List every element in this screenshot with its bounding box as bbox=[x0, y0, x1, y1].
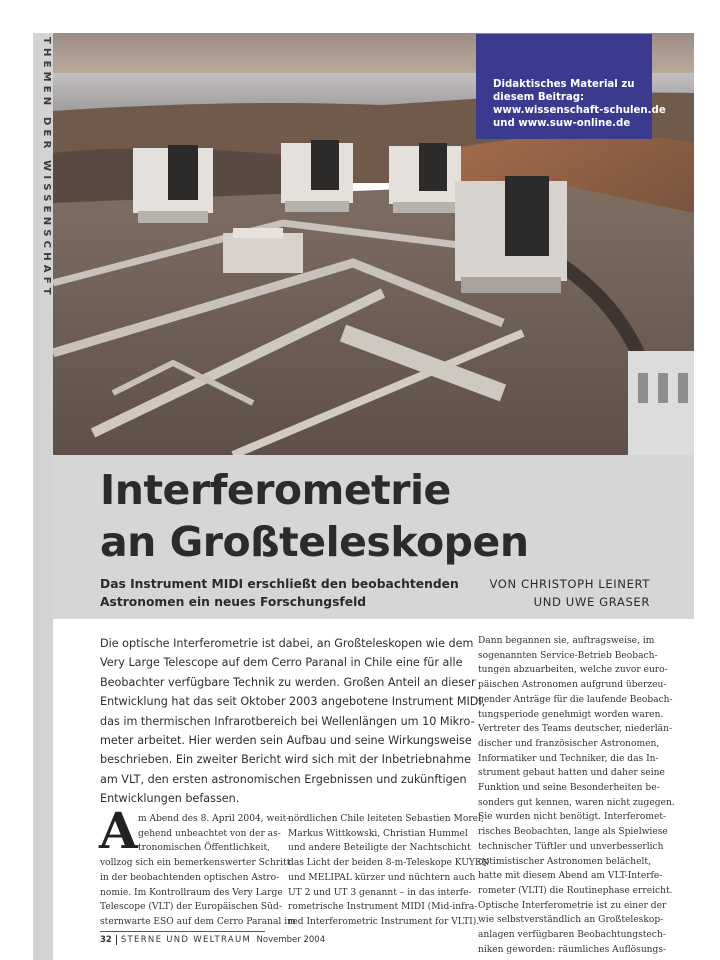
body-line: Informatiker und Techniker, die das In- bbox=[478, 753, 659, 764]
body-line: m Abend des 8. April 2004, weit- bbox=[138, 814, 290, 824]
body-line: das Licht der beiden 8-m-Teleskope KUYEN bbox=[288, 858, 490, 869]
article-subtitle bbox=[100, 575, 459, 611]
body-line: und MELIPAL kürzer und nüchtern auch bbox=[288, 872, 476, 883]
article-title bbox=[100, 464, 529, 568]
info-line-2: diesem Beitrag: bbox=[493, 92, 585, 103]
body-line: rometer (VLTI) die Routinephase erreicht. bbox=[478, 885, 673, 896]
body-line: Dann begannen sie, auftragsweise, im bbox=[478, 636, 655, 646]
body-line: nomie. Im Kontrollraum des Very Large bbox=[100, 887, 283, 898]
body-line: wie selbstverständlich an Großteleskop- bbox=[478, 915, 664, 926]
telescope-ut2 bbox=[281, 140, 353, 212]
body-line: rometrische Instrument MIDI (Mid-infra- bbox=[288, 902, 478, 913]
telescope-ut4 bbox=[455, 176, 567, 293]
body-line: discher und französischer Astronomen, bbox=[478, 738, 660, 749]
title-line-1: Interferometrie bbox=[100, 466, 451, 514]
body-line: und andere Beteiligte der Nachtschicht bbox=[288, 843, 471, 854]
body-line: Telescope (VLT) der Europäischen Süd- bbox=[100, 902, 282, 913]
subtitle-line-1: Das Instrument MIDI erschließt den beobachtenden bbox=[100, 577, 459, 591]
body-line: sternwarte ESO auf dem Cerro Paranal im bbox=[100, 916, 296, 927]
body-line: strument gebaut hatten und daher seine bbox=[478, 768, 665, 779]
body-line: sonders gut kennen, waren nicht zugegen. bbox=[478, 797, 675, 808]
lead-line: beschrieben. Ein zweiter Bericht wird sich mit der Inbetriebnahme bbox=[100, 753, 471, 767]
body-line: technischer Tüftler und unverbesserlich bbox=[478, 841, 664, 852]
info-line-1: Didaktisches Material zu bbox=[493, 79, 635, 90]
lead-line: Beobachter verfügbare Technik zu werden. Großen Anteil an dieser bbox=[100, 675, 476, 689]
body-column-3 bbox=[478, 634, 675, 957]
body-line: tungen abzuarbeiten, welche zuvor euro- bbox=[478, 665, 668, 676]
body-line: niken geworden: räumliches Auflösungs- bbox=[478, 944, 667, 955]
body-line: nördlichen Chile leiteten Sebastien Morel, bbox=[288, 814, 484, 824]
telescope-ut3 bbox=[389, 143, 461, 213]
lead-paragraph bbox=[100, 634, 486, 809]
body-line: gender Anträge für die laufende Beobach- bbox=[478, 694, 673, 705]
lead-line: Entwicklungen befassen. bbox=[100, 792, 240, 806]
article-byline bbox=[489, 575, 650, 611]
body-line: päischen Astronomen aufgrund überzeu- bbox=[478, 680, 667, 691]
lead-line: Very Large Telescope auf dem Cerro Paranal in Chile eine für alle bbox=[100, 656, 463, 670]
drop-cap: A bbox=[99, 801, 138, 860]
byline-line-2: UND UWE GRASER bbox=[533, 595, 650, 609]
body-column-1 bbox=[100, 812, 296, 930]
info-link-2[interactable]: und www.suw-online.de bbox=[493, 118, 631, 129]
lead-line: Die optische Interferometrie ist dabei, an Großteleskopen wie dem bbox=[100, 637, 474, 650]
lead-line: das im thermischen Infrarotbereich bei Wellenlängen um 10 Mikro- bbox=[100, 714, 475, 728]
info-link-1[interactable]: www.wissenschaft-schulen.de bbox=[493, 105, 666, 116]
body-line: tronomischen Öffentlichkeit, bbox=[138, 843, 271, 854]
body-line: hatte mit diesem Abend am VLT-Interfe- bbox=[478, 871, 663, 882]
body-line: tungsperiode genehmigt worden waren. bbox=[478, 709, 664, 720]
body-line: UT 2 und UT 3 genannt – in das interfe- bbox=[288, 887, 472, 898]
body-line: anlagen verfügbaren Beobachtungstech- bbox=[478, 930, 666, 941]
section-label: THEMEN DER WISSENSCHAFT bbox=[41, 37, 52, 299]
body-line: vollzog sich ein bemerkenswerter Schritt bbox=[100, 858, 291, 869]
body-line: optimistischer Astronomen belächelt, bbox=[478, 856, 651, 867]
body-line: Optische Interferometrie ist zu einer der bbox=[478, 900, 667, 911]
body-line: Funktion und seine Besonderheiten be- bbox=[478, 783, 660, 794]
body-line: Sie wurden nicht benötigt. Interferomet- bbox=[478, 812, 667, 823]
byline-line-1: VON CHRISTOPH LEINERT bbox=[489, 577, 650, 591]
left-gutter bbox=[33, 619, 53, 960]
telescope-ut1 bbox=[133, 145, 213, 223]
body-line: sogenannten Service-Betrieb Beobach- bbox=[478, 650, 658, 661]
lead-line: meter arbeitet. Hier werden sein Aufbau und seine Wirkungsweise bbox=[100, 734, 472, 748]
subtitle-line-2: Astronomen ein neues Forschungsfeld bbox=[100, 595, 367, 609]
body-line: Markus Wittkowski, Christian Hummel bbox=[288, 828, 468, 839]
didactic-material-box bbox=[476, 34, 666, 139]
magazine-name: STERNE UND WELTRAUM bbox=[120, 935, 252, 945]
body-line: risches Beobachten, lange als Spielwiese bbox=[478, 827, 668, 838]
body-line: red Interferometric Instrument for VLTI). bbox=[288, 916, 480, 927]
body-column-2 bbox=[288, 812, 490, 930]
body-line: Vertreter des Teams deutscher, niederlän- bbox=[478, 724, 673, 735]
lead-line: Entwicklung hat das seit Oktober 2003 angebotene Instrument MIDI, bbox=[100, 695, 486, 709]
issue-date: November 2004 bbox=[256, 935, 326, 945]
page-footer bbox=[100, 935, 325, 945]
lead-line: am VLT, den ersten astronomischen Ergebnissen und zukünftigen bbox=[100, 772, 467, 786]
title-line-2: an Großteleskopen bbox=[100, 518, 529, 566]
body-line: in der beobachtenden optischen Astro- bbox=[100, 872, 280, 883]
body-line: gehend unbeachtet von der as- bbox=[138, 828, 281, 839]
footer-rule bbox=[100, 931, 265, 932]
page-number: 32 bbox=[100, 935, 117, 945]
